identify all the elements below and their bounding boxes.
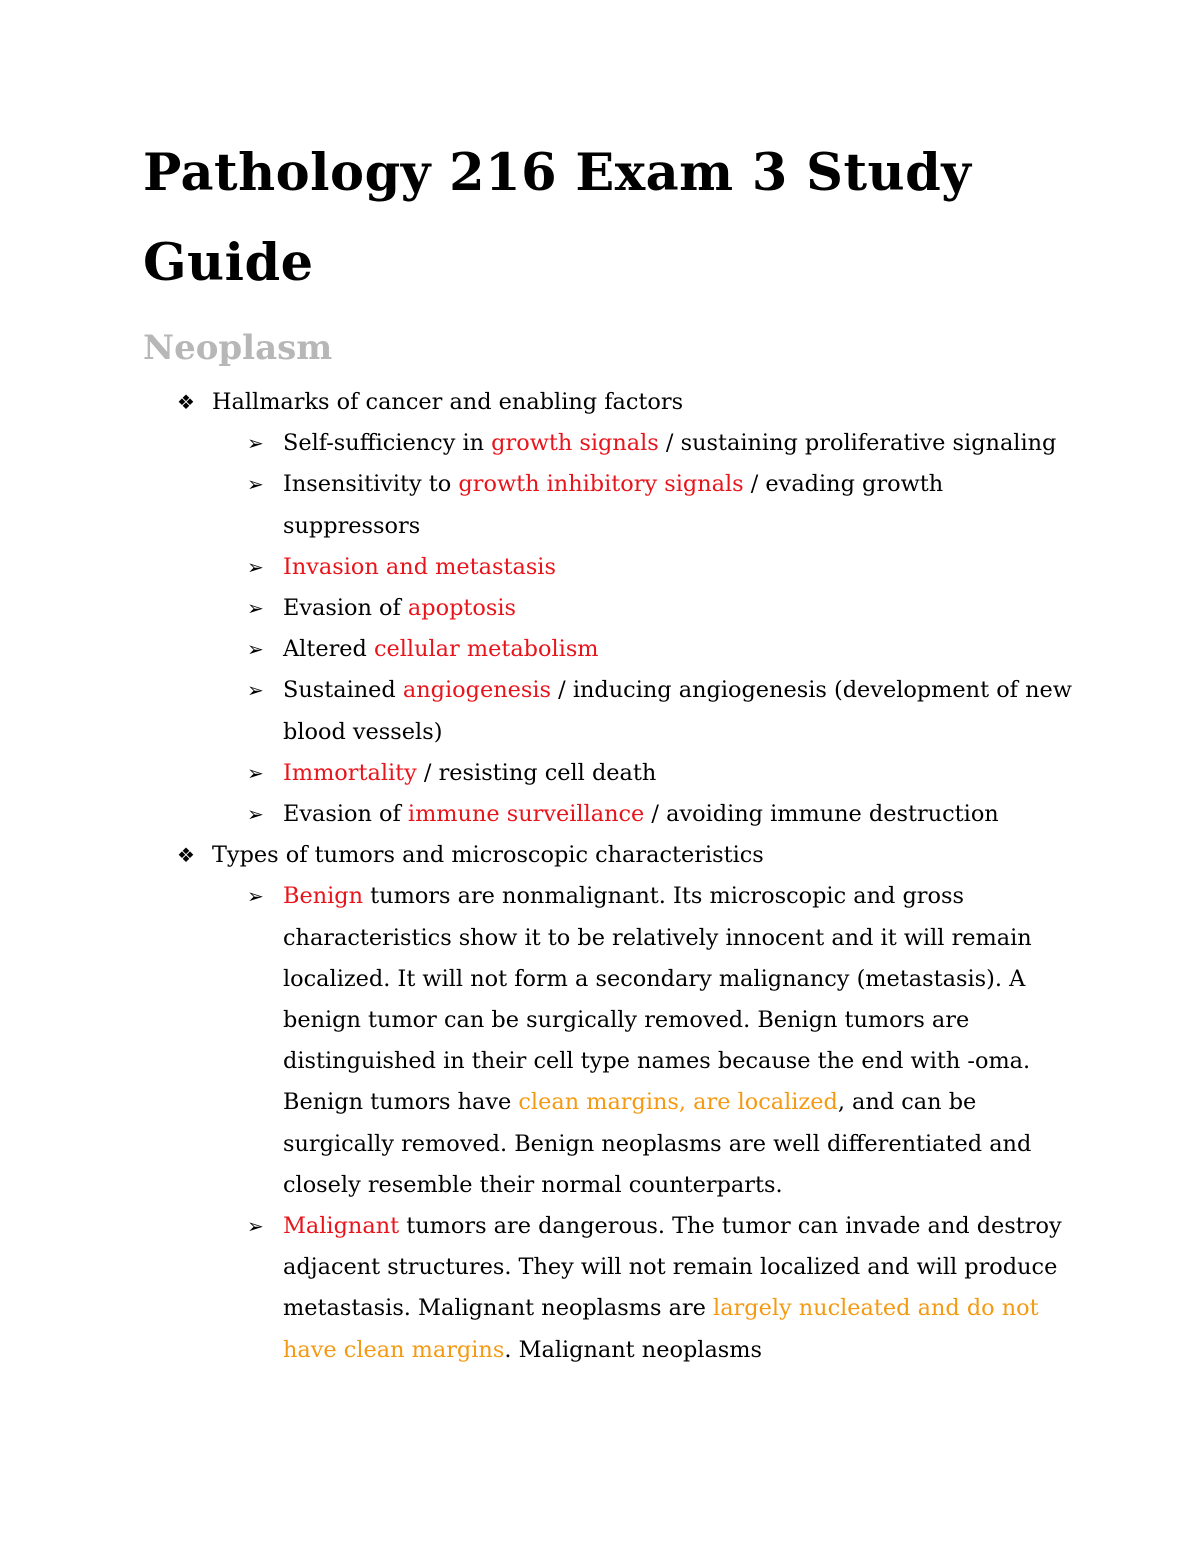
list-item-tumor-types — [0, 835, 1072, 876]
hallmark-keyword: apoptosis — [407, 595, 517, 622]
list-item-hallmark — [0, 547, 1073, 588]
list-item-hallmark — [0, 794, 1073, 835]
diamond-bullet-icon: ❖ — [177, 390, 195, 414]
hallmark-keyword: growth signals — [491, 430, 659, 457]
list-item-hallmark — [0, 588, 1073, 629]
arrow-bullet-icon: ➢ — [247, 596, 264, 621]
list-item-hallmark — [0, 629, 1073, 670]
outline-list — [0, 382, 1200, 1371]
arrow-bullet-icon: ➢ — [247, 637, 264, 662]
page-title: Pathology 216 Exam 3 Study Guide — [143, 143, 972, 293]
list-item-malignant — [0, 1206, 1073, 1371]
hallmark-text: Evasion of — [283, 801, 408, 828]
hallmark-text: / avoiding immune destruction — [644, 801, 999, 828]
hallmark-text: Insensitivity to — [283, 471, 459, 498]
hallmark-keyword: Invasion and metastasis — [283, 553, 556, 580]
section-heading: Neoplasm — [143, 328, 333, 368]
hallmark-keyword: immune surveillance — [407, 801, 645, 828]
hallmark-keyword: Immortality — [283, 759, 417, 786]
list-item-benign — [0, 876, 1073, 1206]
arrow-bullet-icon: ➢ — [247, 760, 264, 785]
benign-text: tumors are nonmalignant. Its microscopic and gross characteristics show it to be relatively innocent and it will remain localized. It will not form a secondary malignancy (metastasis). A benign tumor can be surgically removed. Benign tumors are distinguished in their cell type names because the end with -oma. Benign tumors have — [283, 883, 1032, 1116]
arrow-bullet-icon: ➢ — [247, 472, 264, 497]
hallmark-text: Altered — [283, 636, 374, 663]
arrow-bullet-icon: ➢ — [247, 884, 264, 909]
arrow-bullet-icon: ➢ — [247, 678, 264, 703]
diamond-bullet-icon: ❖ — [177, 843, 195, 868]
hallmark-keyword: cellular metabolism — [373, 636, 599, 663]
list-item-label: Types of tumors and microscopic characteristics — [212, 842, 764, 869]
arrow-bullet-icon: ➢ — [247, 431, 264, 456]
arrow-bullet-icon: ➢ — [247, 1214, 264, 1239]
hallmark-text: Evasion of — [283, 595, 408, 622]
malignant-highlight: largely nucleated and do not have clean margins — [283, 1295, 1039, 1363]
hallmark-text: Sustained — [283, 677, 403, 704]
hallmark-text: Self-sufficiency in — [283, 430, 492, 457]
list-item-hallmark — [0, 423, 1073, 464]
benign-keyword: Benign — [283, 883, 364, 910]
list-item-hallmark — [0, 464, 1073, 546]
arrow-bullet-icon: ➢ — [247, 802, 264, 827]
benign-text-end: , and can be surgically removed. Benign neoplasms are well differentiated and closely resemble their normal counterparts. — [283, 1089, 1032, 1198]
malignant-text-end: . Malignant neoplasms — [504, 1336, 763, 1363]
arrow-bullet-icon: ➢ — [247, 554, 264, 579]
list-item-hallmark — [0, 753, 1073, 794]
hallmark-text: / sustaining proliferative signaling — [658, 430, 1057, 457]
benign-highlight: clean margins, are localized — [518, 1089, 838, 1116]
hallmark-text: / resisting cell death — [416, 759, 657, 786]
hallmark-text: / evading growth suppressors — [283, 471, 944, 539]
hallmark-keyword: angiogenesis — [402, 677, 552, 704]
malignant-text: tumors are dangerous. The tumor can invade and destroy adjacent structures. They will not remain localized and will produce metastasis. Malignant neoplasms are — [283, 1213, 1062, 1322]
malignant-keyword: Malignant — [283, 1213, 400, 1240]
hallmark-keyword: growth inhibitory signals — [458, 471, 744, 498]
hallmark-text: / inducing angiogenesis (development of new blood vessels) — [283, 677, 1072, 745]
list-item-label: Hallmarks of cancer and enabling factors — [212, 389, 684, 415]
list-item-hallmarks — [0, 382, 1072, 423]
list-item-hallmark — [0, 670, 1073, 752]
